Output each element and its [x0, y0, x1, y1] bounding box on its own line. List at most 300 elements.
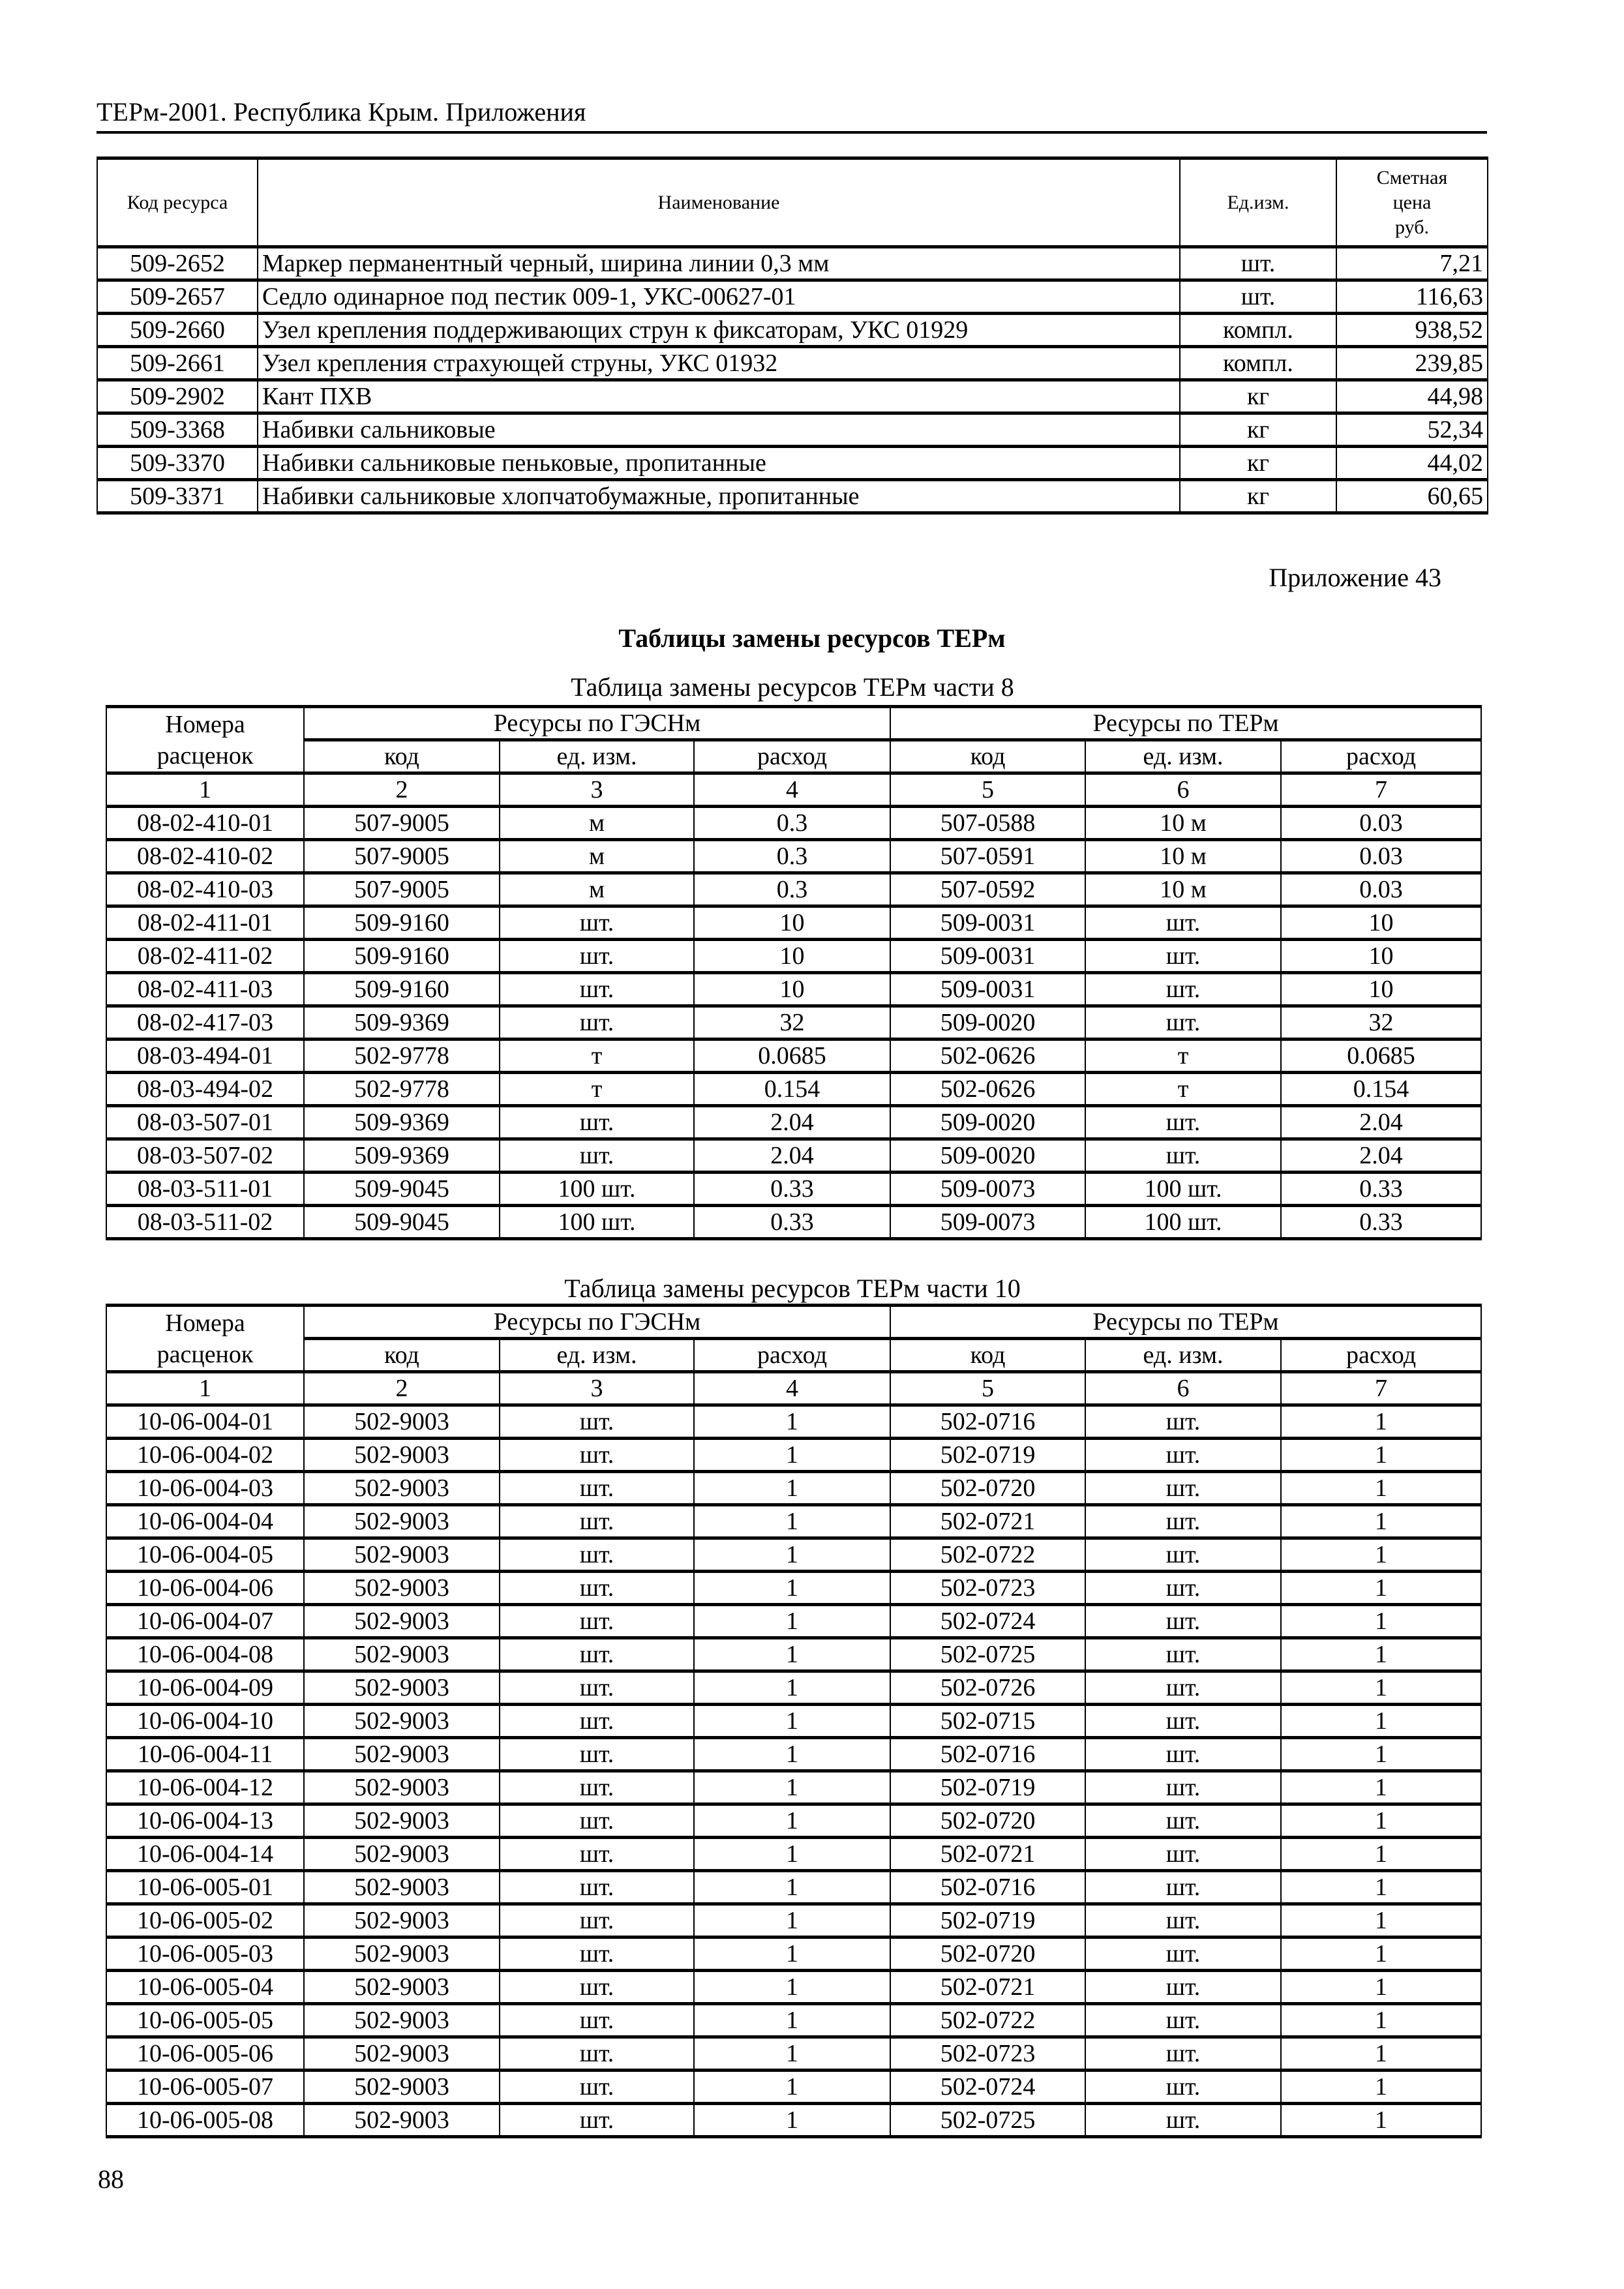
column-number: 5: [890, 1372, 1085, 1405]
gesn-unit: шт.: [500, 1971, 694, 2004]
gesn-consumption: 1: [694, 1838, 890, 1871]
gesn-code: 502-9003: [304, 1804, 500, 1838]
gesn-consumption: 1: [694, 2104, 890, 2137]
rate-number: 10-06-004-07: [106, 1605, 304, 1638]
table-row: [106, 906, 1481, 940]
gesn-code: 509-9369: [304, 1139, 500, 1173]
price-header-line2: цена: [1392, 191, 1432, 213]
gesn-code: 502-9778: [304, 1073, 500, 1106]
term-code: 502-0626: [890, 1073, 1085, 1106]
table-row: [106, 807, 1481, 840]
column-number: 2: [304, 1372, 500, 1405]
term-consumption: 1: [1281, 1838, 1481, 1871]
table-row: [106, 1937, 1481, 1971]
term-unit: шт.: [1085, 1937, 1281, 1971]
gesn-code: 502-9003: [304, 1738, 500, 1771]
header-gesn-consumption: расход: [694, 1339, 890, 1372]
term-unit: шт.: [1085, 1439, 1281, 1472]
gesn-code: 509-9045: [304, 1173, 500, 1206]
column-number: 2: [304, 773, 500, 807]
gesn-consumption: 1: [694, 1605, 890, 1638]
rate-number: 10-06-004-06: [106, 1572, 304, 1605]
term-unit: шт.: [1085, 2004, 1281, 2037]
gesn-consumption: 1: [694, 1971, 890, 2004]
rate-number: 10-06-004-10: [106, 1705, 304, 1738]
term-code: 502-0723: [890, 1572, 1085, 1605]
term-unit: шт.: [1085, 1804, 1281, 1838]
term-consumption: 1: [1281, 1572, 1481, 1605]
resource-name: Узел крепления страхующей струны, УКС 01932: [258, 347, 1180, 380]
term-consumption: 10: [1281, 940, 1481, 973]
gesn-code: 509-9160: [304, 940, 500, 973]
header-rate-numbers-line1: Номера: [165, 1309, 245, 1337]
price-header-line3: руб.: [1395, 216, 1429, 238]
term-unit: шт.: [1085, 1572, 1281, 1605]
column-number: 4: [694, 1372, 890, 1405]
gesn-consumption: 1: [694, 2071, 890, 2104]
table-row: [106, 1904, 1481, 1937]
table-row: [106, 2071, 1481, 2104]
term-unit: шт.: [1085, 1838, 1281, 1871]
gesn-consumption: 1: [694, 1937, 890, 1971]
header-rate-numbers-line2: расценок: [157, 1340, 254, 1368]
table-row: [106, 2004, 1481, 2037]
term-consumption: 1: [1281, 1505, 1481, 1538]
term-code: 502-0720: [890, 1937, 1085, 1971]
rate-number: 08-02-411-01: [106, 906, 304, 940]
term-code: 502-0721: [890, 1838, 1085, 1871]
term-unit: шт.: [1085, 1638, 1281, 1671]
term-consumption: 1: [1281, 1405, 1481, 1439]
gesn-consumption: 1: [694, 1638, 890, 1671]
term-consumption: 0.03: [1281, 873, 1481, 906]
term-unit: шт.: [1085, 1705, 1281, 1738]
rate-number: 08-03-511-02: [106, 1206, 304, 1239]
gesn-code: 502-9003: [304, 1705, 500, 1738]
header-rate-numbers-line2: расценок: [157, 741, 254, 770]
term-unit: т: [1085, 1073, 1281, 1106]
header-term-unit: ед. изм.: [1085, 740, 1281, 773]
rate-number: 08-02-410-03: [106, 873, 304, 906]
rate-number: 08-03-494-02: [106, 1073, 304, 1106]
column-number: 6: [1085, 1372, 1281, 1405]
gesn-consumption: 1: [694, 1472, 890, 1505]
table-row: [106, 1040, 1481, 1073]
term-consumption: 1: [1281, 1904, 1481, 1937]
gesn-consumption: 0.33: [694, 1173, 890, 1206]
term-code: 502-0719: [890, 1439, 1085, 1472]
gesn-unit: шт.: [500, 1638, 694, 1671]
gesn-unit: шт.: [500, 1505, 694, 1538]
term-consumption: 1: [1281, 1771, 1481, 1804]
gesn-code: 502-9003: [304, 1405, 500, 1439]
gesn-unit: шт.: [500, 1139, 694, 1173]
gesn-unit: шт.: [500, 1904, 694, 1937]
term-consumption: 0.0685: [1281, 1040, 1481, 1073]
term-unit: шт.: [1085, 1472, 1281, 1505]
term-code: 509-0073: [890, 1206, 1085, 1239]
term-unit: шт.: [1085, 1505, 1281, 1538]
gesn-unit: шт.: [500, 906, 694, 940]
gesn-code: 502-9003: [304, 1572, 500, 1605]
gesn-consumption: 0.3: [694, 807, 890, 840]
term-consumption: 1: [1281, 1804, 1481, 1838]
gesn-consumption: 1: [694, 1705, 890, 1738]
term-unit: шт.: [1085, 1904, 1281, 1937]
term-code: 502-0724: [890, 1605, 1085, 1638]
table-row: [106, 1538, 1481, 1572]
gesn-consumption: 1: [694, 1804, 890, 1838]
term-code: 502-0724: [890, 2071, 1085, 2104]
price-header-line1: Сметная: [1376, 166, 1448, 188]
header-gesn-consumption: расход: [694, 740, 890, 773]
gesn-code: 502-9003: [304, 1904, 500, 1937]
gesn-unit: шт.: [500, 2071, 694, 2104]
table-row: [106, 1139, 1481, 1173]
column-number-row: [106, 1372, 1481, 1405]
term-unit: шт.: [1085, 1605, 1281, 1638]
term-consumption: 2.04: [1281, 1106, 1481, 1139]
term-unit: шт.: [1085, 1006, 1281, 1040]
resource-code: 509-3370: [97, 447, 258, 480]
term-unit: шт.: [1085, 906, 1281, 940]
header-gesn-code: код: [304, 1339, 500, 1372]
resource-price: 938,52: [1336, 314, 1488, 347]
rate-number: 08-02-411-03: [106, 973, 304, 1006]
table-row: [97, 480, 1488, 513]
term-unit: 100 шт.: [1085, 1173, 1281, 1206]
gesn-consumption: 1: [694, 1538, 890, 1572]
term-unit: 10 м: [1085, 873, 1281, 906]
table-row: [106, 1405, 1481, 1439]
header-rate-numbers: [106, 1306, 304, 1372]
term-unit: шт.: [1085, 1771, 1281, 1804]
rate-number: 08-02-410-02: [106, 840, 304, 873]
gesn-unit: м: [500, 873, 694, 906]
header-term-consumption: расход: [1281, 740, 1481, 773]
rate-number: 10-06-005-02: [106, 1904, 304, 1937]
resource-price: 52,34: [1336, 413, 1488, 447]
resource-name: Набивки сальниковые: [258, 413, 1180, 447]
gesn-consumption: 0.0685: [694, 1040, 890, 1073]
appendix-label: Приложение 43: [1269, 563, 1441, 592]
header-term-code: код: [890, 1339, 1085, 1372]
term-unit: шт.: [1085, 940, 1281, 973]
gesn-consumption: 1: [694, 1505, 890, 1538]
table-row: [106, 1771, 1481, 1804]
table-row: [97, 247, 1488, 280]
gesn-consumption: 2.04: [694, 1106, 890, 1139]
resource-unit: компл.: [1180, 314, 1336, 347]
resource-price: 239,85: [1336, 347, 1488, 380]
rate-number: 08-02-417-03: [106, 1006, 304, 1040]
gesn-code: 502-9003: [304, 1472, 500, 1505]
table-row: [106, 1572, 1481, 1605]
gesn-unit: шт.: [500, 1738, 694, 1771]
term-consumption: 1: [1281, 1439, 1481, 1472]
column-header-name: Наименование: [258, 158, 1180, 247]
term-consumption: 0.33: [1281, 1173, 1481, 1206]
header-gesn-group: Ресурсы по ГЭСНм: [304, 1306, 890, 1339]
resource-price-table: [97, 157, 1488, 515]
gesn-unit: шт.: [500, 2104, 694, 2137]
term-code: 509-0020: [890, 1106, 1085, 1139]
table-row: [106, 1439, 1481, 1472]
term-unit: т: [1085, 1040, 1281, 1073]
term-unit: шт.: [1085, 2104, 1281, 2137]
table-row: [106, 1472, 1481, 1505]
table-row: [106, 1006, 1481, 1040]
term-unit: шт.: [1085, 1538, 1281, 1572]
gesn-unit: шт.: [500, 1705, 694, 1738]
rate-number: 10-06-004-09: [106, 1671, 304, 1705]
term-unit: шт.: [1085, 2071, 1281, 2104]
term-consumption: 0.154: [1281, 1073, 1481, 1106]
column-number: 6: [1085, 773, 1281, 807]
gesn-consumption: 10: [694, 906, 890, 940]
term-consumption: 1: [1281, 1937, 1481, 1971]
term-consumption: 1: [1281, 1638, 1481, 1671]
gesn-unit: шт.: [500, 1605, 694, 1638]
rate-number: 10-06-005-05: [106, 2004, 304, 2037]
gesn-code: 502-9003: [304, 2104, 500, 2137]
gesn-unit: шт.: [500, 973, 694, 1006]
term-unit: 10 м: [1085, 840, 1281, 873]
term-code: 502-0626: [890, 1040, 1085, 1073]
table-row: [106, 1206, 1481, 1239]
resource-name: Набивки сальниковые пеньковые, пропитанные: [258, 447, 1180, 480]
resource-code: 509-2661: [97, 347, 258, 380]
term-consumption: 10: [1281, 906, 1481, 940]
gesn-code: 502-9003: [304, 1971, 500, 2004]
table-row: [97, 347, 1488, 380]
table-row: [106, 1106, 1481, 1139]
term-code: 502-0721: [890, 1505, 1085, 1538]
rate-number: 10-06-004-04: [106, 1505, 304, 1538]
term-code: 502-0723: [890, 2037, 1085, 2071]
rate-number: 08-03-494-01: [106, 1040, 304, 1073]
gesn-code: 507-9005: [304, 807, 500, 840]
rate-number: 08-03-511-01: [106, 1173, 304, 1206]
term-unit: 10 м: [1085, 807, 1281, 840]
table-row: [106, 1073, 1481, 1106]
gesn-consumption: 1: [694, 1871, 890, 1904]
gesn-code: 502-9003: [304, 1605, 500, 1638]
term-code: 502-0726: [890, 1671, 1085, 1705]
rate-number: 08-02-410-01: [106, 807, 304, 840]
header-term-group: Ресурсы по ТЕРм: [890, 707, 1481, 740]
header-gesn-code: код: [304, 740, 500, 773]
gesn-unit: шт.: [500, 1838, 694, 1871]
rate-number: 10-06-005-01: [106, 1871, 304, 1904]
resource-price: 44,98: [1336, 380, 1488, 413]
table-row: [97, 413, 1488, 447]
resource-name: Кант ПХВ: [258, 380, 1180, 413]
table-row: [97, 447, 1488, 480]
resource-code: 509-2660: [97, 314, 258, 347]
header-gesn-group: Ресурсы по ГЭСНм: [304, 707, 890, 740]
resource-code: 509-3371: [97, 480, 258, 513]
rate-number: 10-06-004-08: [106, 1638, 304, 1671]
gesn-unit: т: [500, 1073, 694, 1106]
term-unit: 100 шт.: [1085, 1206, 1281, 1239]
table-part10-caption: Таблица замены ресурсов ТЕРм части 10: [564, 1274, 1021, 1303]
term-unit: шт.: [1085, 1871, 1281, 1904]
resource-unit: шт.: [1180, 247, 1336, 280]
header-term-unit: ед. изм.: [1085, 1339, 1281, 1372]
table-row: [106, 1871, 1481, 1904]
gesn-unit: шт.: [500, 2037, 694, 2071]
gesn-consumption: 1: [694, 1904, 890, 1937]
table-row: [106, 1838, 1481, 1871]
column-number: 3: [500, 1372, 694, 1405]
term-consumption: 0.03: [1281, 840, 1481, 873]
resource-price: 7,21: [1336, 247, 1488, 280]
gesn-code: 502-9003: [304, 2004, 500, 2037]
table-row: [106, 1804, 1481, 1838]
rate-number: 10-06-005-06: [106, 2037, 304, 2071]
resource-unit: кг: [1180, 480, 1336, 513]
table-row: [106, 2037, 1481, 2071]
term-unit: шт.: [1085, 1671, 1281, 1705]
column-number-row: [106, 773, 1481, 807]
resource-unit: кг: [1180, 413, 1336, 447]
gesn-code: 509-9160: [304, 973, 500, 1006]
resource-code: 509-3368: [97, 413, 258, 447]
gesn-unit: шт.: [500, 2004, 694, 2037]
resource-unit: кг: [1180, 447, 1336, 480]
rate-number: 08-03-507-01: [106, 1106, 304, 1139]
gesn-code: 502-9003: [304, 1771, 500, 1804]
column-header-unit: Ед.изм.: [1180, 158, 1336, 247]
table-row: [97, 280, 1488, 314]
gesn-code: 502-9003: [304, 2037, 500, 2071]
gesn-code: 502-9003: [304, 2071, 500, 2104]
rate-number: 10-06-005-07: [106, 2071, 304, 2104]
term-unit: шт.: [1085, 1971, 1281, 2004]
gesn-consumption: 10: [694, 940, 890, 973]
term-code: 502-0719: [890, 1904, 1085, 1937]
gesn-consumption: 1: [694, 2037, 890, 2071]
gesn-code: 502-9003: [304, 1439, 500, 1472]
header-term-code: код: [890, 740, 1085, 773]
section-title: Таблицы замены ресурсов ТЕРм: [618, 623, 1006, 653]
term-consumption: 1: [1281, 1705, 1481, 1738]
gesn-unit: шт.: [500, 1106, 694, 1139]
gesn-code: 502-9003: [304, 1638, 500, 1671]
term-code: 502-0715: [890, 1705, 1085, 1738]
table-row: [106, 1671, 1481, 1705]
resource-code: 509-2652: [97, 247, 258, 280]
term-unit: шт.: [1085, 1106, 1281, 1139]
gesn-unit: шт.: [500, 1439, 694, 1472]
gesn-unit: 100 шт.: [500, 1173, 694, 1206]
table-row: [106, 1173, 1481, 1206]
term-code: 509-0020: [890, 1006, 1085, 1040]
resource-price: 60,65: [1336, 480, 1488, 513]
header-rate-numbers: [106, 707, 304, 773]
rate-number: 10-06-004-14: [106, 1838, 304, 1871]
header-gesn-unit: ед. изм.: [500, 740, 694, 773]
gesn-consumption: 1: [694, 1771, 890, 1804]
header-rate-numbers-line1: Номера: [165, 710, 245, 738]
column-number: 1: [106, 1372, 304, 1405]
column-number: 4: [694, 773, 890, 807]
term-code: 509-0031: [890, 973, 1085, 1006]
term-consumption: 0.33: [1281, 1206, 1481, 1239]
replacement-table-part10: [106, 1304, 1482, 2138]
rate-number: 10-06-005-08: [106, 2104, 304, 2137]
term-unit: шт.: [1085, 1139, 1281, 1173]
term-code: 502-0716: [890, 1738, 1085, 1771]
rate-number: 10-06-004-12: [106, 1771, 304, 1804]
term-code: 502-0716: [890, 1871, 1085, 1904]
table-row: [106, 2104, 1481, 2137]
gesn-consumption: 1: [694, 1405, 890, 1439]
gesn-consumption: 0.3: [694, 873, 890, 906]
term-consumption: 1: [1281, 1605, 1481, 1638]
gesn-unit: шт.: [500, 1006, 694, 1040]
term-consumption: 1: [1281, 2004, 1481, 2037]
table-row: [106, 1971, 1481, 2004]
term-unit: шт.: [1085, 973, 1281, 1006]
resource-name: Маркер перманентный черный, ширина линии 0,3 мм: [258, 247, 1180, 280]
term-consumption: 10: [1281, 973, 1481, 1006]
gesn-consumption: 2.04: [694, 1139, 890, 1173]
rate-number: 10-06-004-03: [106, 1472, 304, 1505]
gesn-consumption: 10: [694, 973, 890, 1006]
term-consumption: 32: [1281, 1006, 1481, 1040]
gesn-unit: шт.: [500, 940, 694, 973]
gesn-unit: шт.: [500, 1871, 694, 1904]
term-code: 502-0720: [890, 1472, 1085, 1505]
gesn-consumption: 0.3: [694, 840, 890, 873]
gesn-unit: шт.: [500, 1671, 694, 1705]
table-row: [106, 940, 1481, 973]
rate-number: 10-06-004-13: [106, 1804, 304, 1838]
table-row: [106, 1738, 1481, 1771]
table-row: [106, 1505, 1481, 1538]
gesn-code: 509-9045: [304, 1206, 500, 1239]
rate-number: 08-03-507-02: [106, 1139, 304, 1173]
gesn-consumption: 1: [694, 1439, 890, 1472]
gesn-code: 509-9369: [304, 1106, 500, 1139]
replacement-table-part8: [106, 705, 1482, 1240]
resource-price: 44,02: [1336, 447, 1488, 480]
gesn-unit: м: [500, 840, 694, 873]
term-code: 509-0031: [890, 940, 1085, 973]
gesn-code: 509-9160: [304, 906, 500, 940]
gesn-code: 502-9003: [304, 1871, 500, 1904]
rate-number: 10-06-005-04: [106, 1971, 304, 2004]
term-consumption: 0.03: [1281, 807, 1481, 840]
gesn-unit: шт.: [500, 1472, 694, 1505]
gesn-consumption: 0.33: [694, 1206, 890, 1239]
term-code: 502-0719: [890, 1771, 1085, 1804]
term-unit: шт.: [1085, 1405, 1281, 1439]
gesn-code: 502-9778: [304, 1040, 500, 1073]
column-header-price: [1336, 158, 1488, 247]
term-consumption: 1: [1281, 1472, 1481, 1505]
gesn-code: 502-9003: [304, 1838, 500, 1871]
term-consumption: 1: [1281, 1671, 1481, 1705]
table-row: [106, 873, 1481, 906]
resource-unit: шт.: [1180, 280, 1336, 314]
column-number: 3: [500, 773, 694, 807]
header-term-consumption: расход: [1281, 1339, 1481, 1372]
term-code: 509-0031: [890, 906, 1085, 940]
term-code: 502-0722: [890, 1538, 1085, 1572]
